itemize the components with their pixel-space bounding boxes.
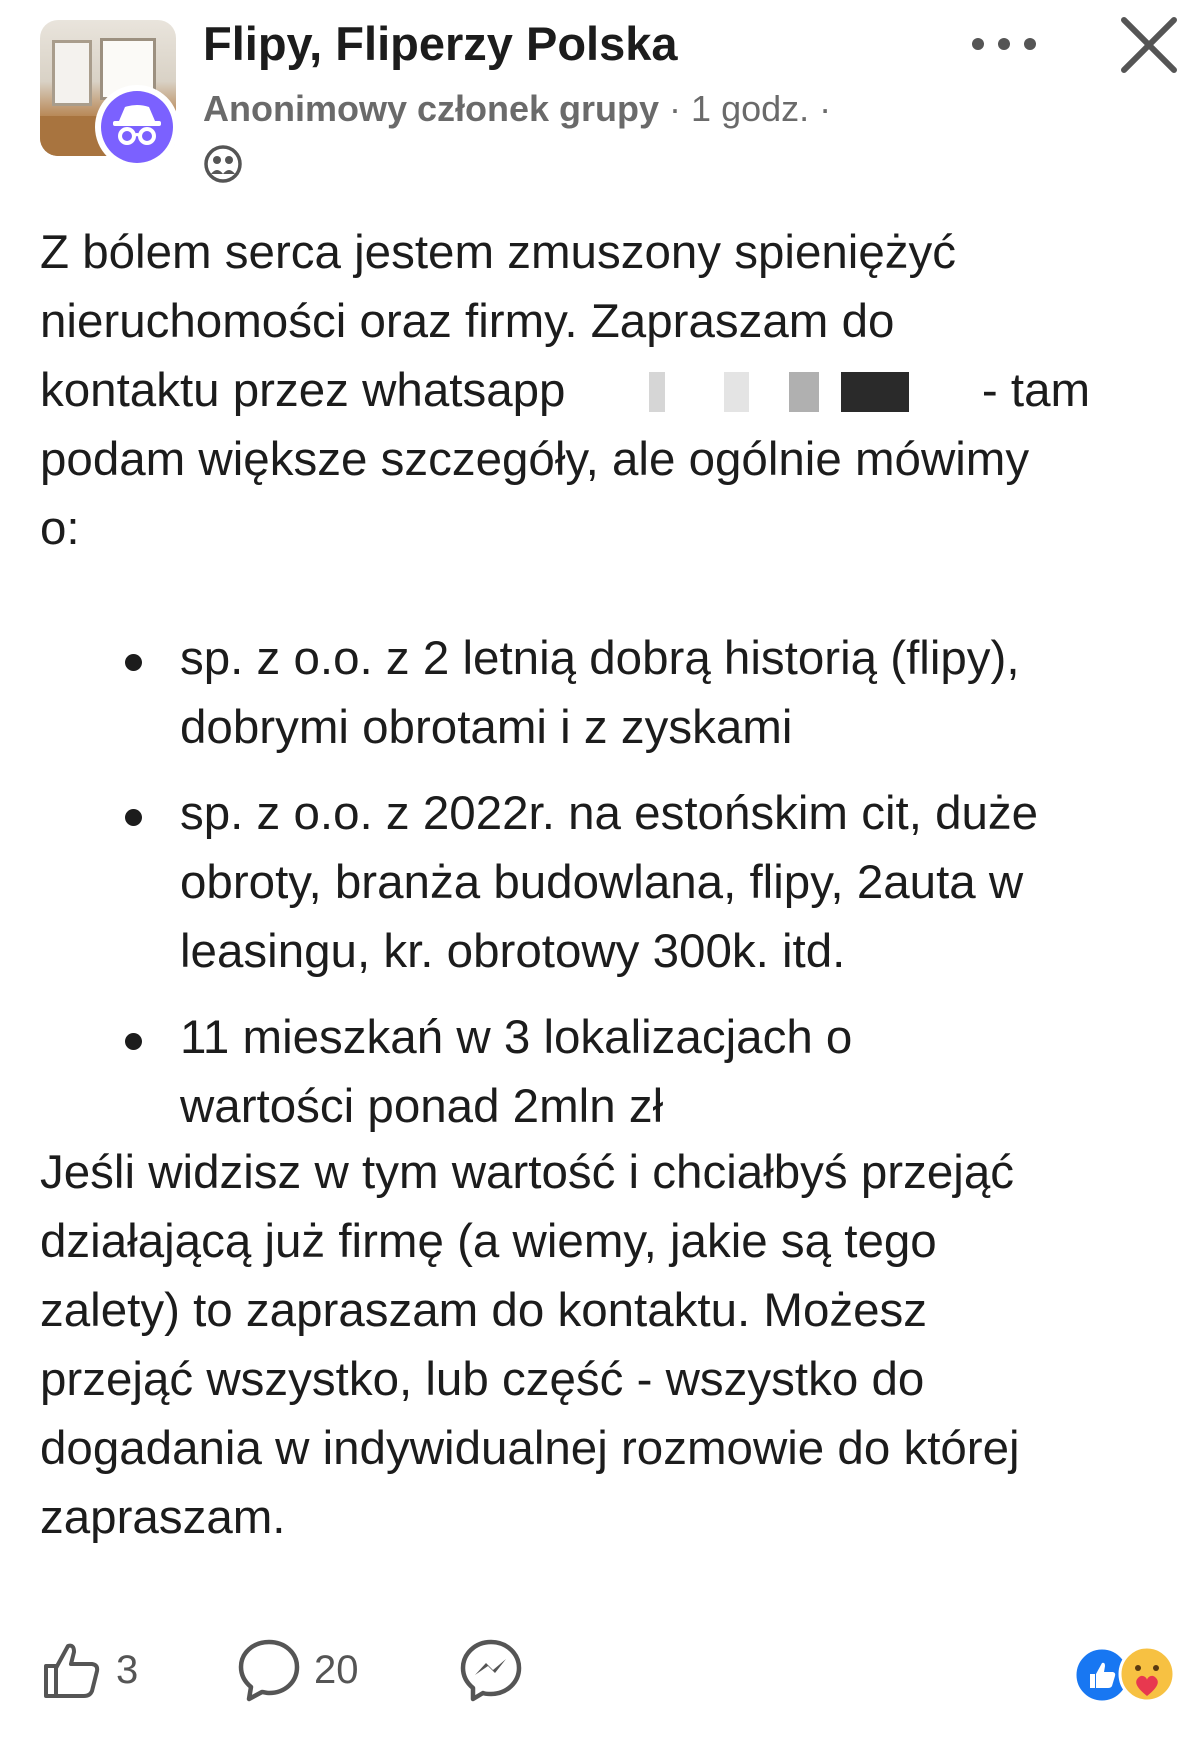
- more-horizontal-icon[interactable]: [968, 26, 1040, 62]
- like-button[interactable]: [40, 1630, 138, 1710]
- text-line: [40, 356, 1090, 425]
- thumbs-up-icon: [40, 1638, 104, 1702]
- comment-count: 20: [314, 1647, 359, 1692]
- list-item: [40, 779, 1175, 986]
- text-line: przejąć wszystko, lub część - wszystko do: [40, 1353, 925, 1406]
- text-fragment: - tam: [968, 364, 1091, 417]
- post-meta: [203, 88, 831, 130]
- text-line: dogadania w indywidualnej rozmowie do której: [40, 1422, 1020, 1475]
- group-privacy-icon: [203, 144, 243, 184]
- anonymous-incognito-icon: [101, 91, 173, 163]
- bullet-dot: [125, 654, 142, 671]
- redacted-phone-number: [579, 372, 969, 412]
- comment-button[interactable]: [236, 1630, 359, 1710]
- text-line: dobrymi obrotami i z zyskami: [180, 701, 793, 754]
- bullet-dot: [125, 809, 142, 826]
- care-reaction-icon: [1117, 1644, 1177, 1704]
- comment-bubble-icon: [236, 1637, 302, 1703]
- like-count: 3: [116, 1647, 139, 1692]
- meta-separator-2: ·: [809, 88, 832, 129]
- post-paragraph-2: [40, 1138, 1175, 1552]
- messenger-icon: [458, 1637, 524, 1703]
- text-line: 11 mieszkań w 3 lokalizacjach o: [180, 1011, 853, 1064]
- text-line: zapraszam.: [40, 1491, 286, 1544]
- list-item: [40, 1003, 1175, 1141]
- text-line: o:: [40, 502, 80, 555]
- text-line: Jeśli widzisz w tym wartość i chciałbyś przejąć: [40, 1146, 1014, 1199]
- reactions-summary[interactable]: [1073, 1640, 1179, 1710]
- text-line: sp. z o.o. z 2 letnią dobrą historią (flipy),: [180, 632, 1020, 685]
- text-fragment: kontaktu przez whatsapp: [40, 364, 566, 417]
- messenger-send-button[interactable]: [458, 1630, 524, 1710]
- author-name[interactable]: Anonimowy członek grupy: [203, 88, 660, 129]
- text-line: sp. z o.o. z 2022r. na estońskim cit, duże: [180, 787, 1039, 840]
- meta-separator: ·: [659, 88, 692, 129]
- text-line: obroty, branża budowlana, flipy, 2auta w: [180, 856, 1024, 909]
- post-paragraph-1: [40, 218, 1090, 563]
- text-line: leasingu, kr. obrotowy 300k. itd.: [180, 925, 846, 978]
- post-actions-bar: [0, 1630, 1179, 1720]
- group-name[interactable]: Flipy, Fliperzy Polska: [203, 17, 678, 70]
- text-line: podam większe szczegóły, ale ogólnie mówimy: [40, 433, 1030, 486]
- offer-list: [40, 624, 1175, 1158]
- text-line: nieruchomości oraz firmy. Zapraszam do: [40, 295, 895, 348]
- anonymous-avatar[interactable]: [95, 85, 179, 169]
- text-line: zalety) to zapraszam do kontaktu. Możesz: [40, 1284, 928, 1337]
- text-line: działającą już firmę (a wiemy, jakie są tego: [40, 1215, 937, 1268]
- post-time[interactable]: 1 godz.: [691, 88, 810, 129]
- post-header: [0, 0, 1179, 200]
- close-icon[interactable]: [1118, 14, 1179, 76]
- text-line: wartości ponad 2mln zł: [180, 1080, 664, 1133]
- bullet-dot: [125, 1033, 142, 1050]
- text-line: Z bólem serca jestem zmuszony spieniężyć: [40, 226, 957, 279]
- list-item: [40, 624, 1175, 762]
